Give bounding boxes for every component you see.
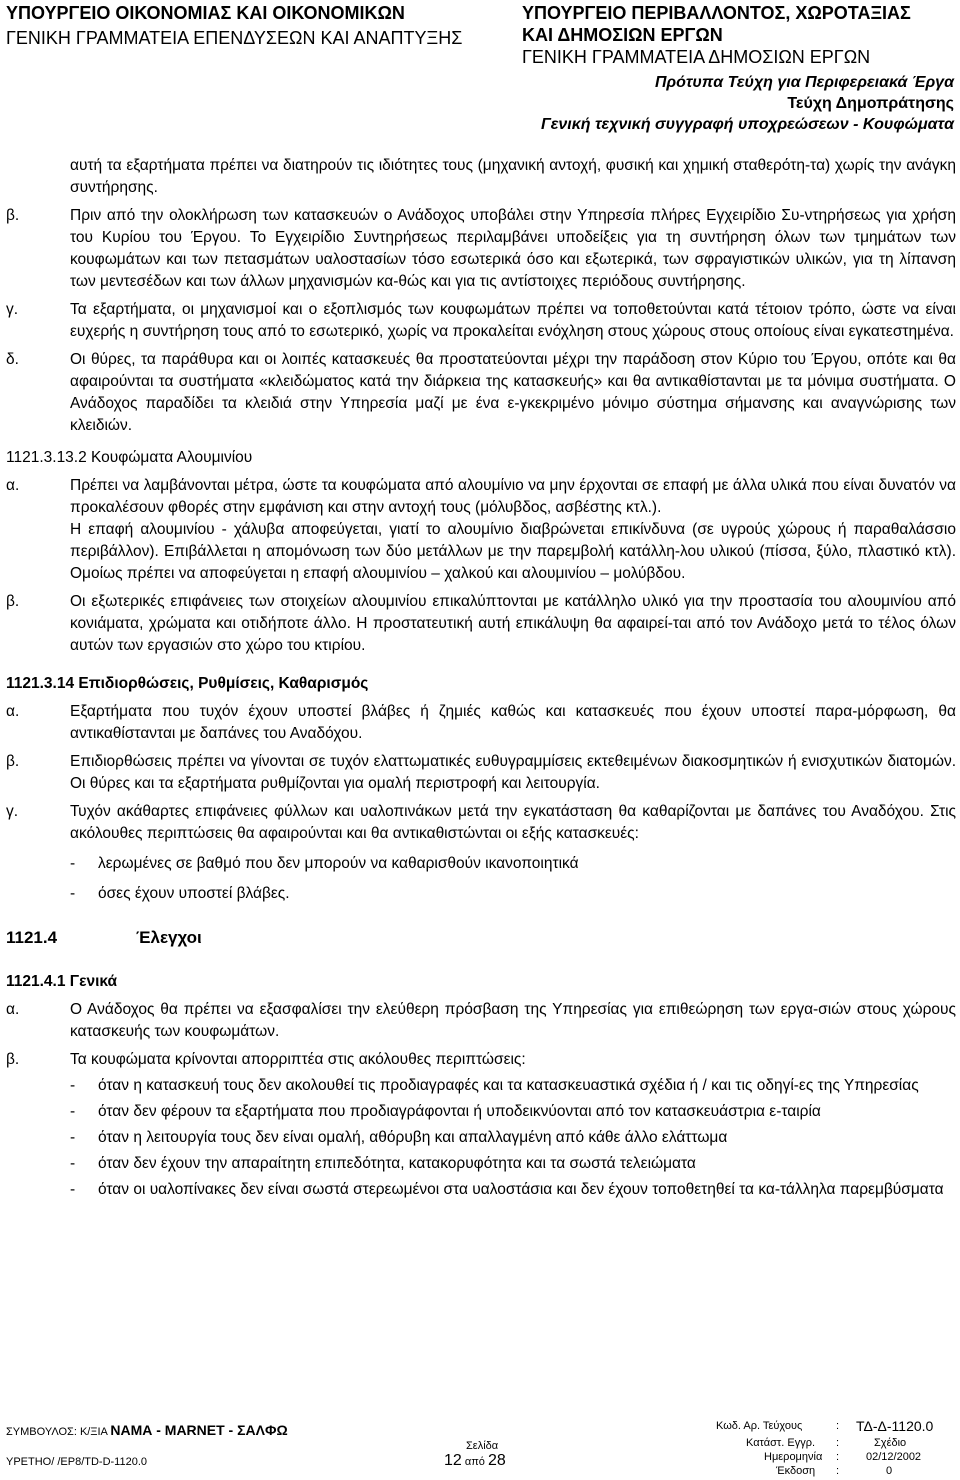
consultant-line <box>6 1422 288 1438</box>
general-item-a <box>6 999 956 1043</box>
edition-label: Έκδοση <box>776 1465 816 1477</box>
dash-bullet: - <box>70 855 76 872</box>
date-label: Ημερομηνία <box>764 1451 823 1463</box>
aluminium-item-a <box>6 475 956 519</box>
item-text: Τυχόν ακάθαρτες επιφάνειες φύλλων και υαλοπινάκων μετά την εγκατάσταση θα καθαρίζονται με δαπάνες του Αναδόχου. Στις ακόλουθες περιπτώσεις θα αφαιρούνται και θα αντικαθιστώνται οι εξής κατασκευές: <box>70 803 956 842</box>
dash-item <box>6 883 956 905</box>
page-of: από <box>464 1456 485 1468</box>
item-label: α. <box>6 1001 20 1018</box>
repairs-item-b <box>6 751 956 795</box>
dash-item <box>6 1127 956 1149</box>
item-label: β. <box>6 1051 20 1068</box>
repairs-item-c <box>6 801 956 845</box>
dash-text: όταν η λειτουργία τους δεν είναι ομαλή, αθόρυβη και απαλλαγμένη από κάθε άλλο ελάττωμα <box>98 1129 728 1146</box>
ministry-environment-subtitle: ΓΕΝΙΚΗ ΓΡΑΜΜΑΤΕΙΑ ΔΗΜΟΣΙΩΝ ΕΡΓΩΝ <box>522 47 871 67</box>
edition-value: 0 <box>886 1465 893 1477</box>
dash-bullet: - <box>70 1077 76 1094</box>
item-label: γ. <box>6 803 19 820</box>
page-number: 12 <box>444 1452 462 1469</box>
aluminium-item-b <box>6 591 956 657</box>
header-left <box>6 2 476 49</box>
section-heading-general: 1121.4.1 Γενικά <box>6 973 118 990</box>
general-item-b <box>6 1049 956 1071</box>
page-label: Σελίδα <box>466 1440 499 1452</box>
dash-item <box>6 1075 956 1097</box>
dash-text: όταν δεν φέρουν τα εξαρτήματα που προδιαγράφονται ή υποδεικνύονται από τον κατασκευάστρια ε-ταιρία <box>98 1103 821 1120</box>
colon: : <box>836 1437 840 1449</box>
consultant-label: ΣΥΜΒΟΥΛΟΣ: Κ/ΞΙΑ <box>6 1426 108 1438</box>
ministry-economy-subtitle: ΓΕΝΙΚΗ ΓΡΑΜΜΑΤΕΙΑ ΕΠΕΝΔΥΣΕΩΝ ΚΑΙ ΑΝΑΠΤΥΞΗΣ <box>6 28 463 48</box>
dash-bullet: - <box>70 1103 76 1120</box>
page-footer <box>6 1420 956 1480</box>
ministry-environment-title-2: ΚΑΙ ΔΗΜΟΣΙΩΝ ΕΡΓΩΝ <box>522 25 723 45</box>
section-number: 1121.4 <box>6 928 58 947</box>
item-text: Επιδιορθώσεις πρέπει να γίνονται σε τυχόν ελαττωματικές ευθυγραμμίσεις εκτεθειμένων διακοσμητικών ή ενισχυτικών διατομών. Οι θύρες και τα εξαρτήματα ρυθμίζονται για ομαλή περιστροφή και λειτουργία. <box>70 753 956 792</box>
item-text: Εξαρτήματα που τυχόν έχουν υποστεί βλάβες ή ζημιές καθώς και κατασκευές που έχουν υποστεί παρα-μόρφωση, θα αντικαθίστανται με δαπάνες του Αναδόχου. <box>70 703 956 742</box>
file-code: ΥΡΕΤΗΟ/ /ΕΡ8/TD-D-1120.0 <box>6 1456 148 1468</box>
item-b <box>6 205 956 293</box>
section-heading-repairs: 1121.3.14 Επιδιορθώσεις, Ρυθμίσεις, Καθαρισμός <box>6 675 369 692</box>
item-label: α. <box>6 477 20 494</box>
document-body <box>6 155 956 1201</box>
code-value: ΤΔ-Δ-1120.0 <box>856 1418 934 1434</box>
subtitle-line-3: Γενική τεχνική συγγραφή υποχρεώσεων - Κουφώματα <box>540 116 954 133</box>
colon: : <box>836 1451 840 1463</box>
consultant-name: ΝΑΜΑ - MARNET - ΣΑΛΦΩ <box>110 1422 288 1438</box>
item-label: β. <box>6 207 20 224</box>
dash-item <box>6 853 956 875</box>
dash-bullet: - <box>70 1129 76 1146</box>
ministry-economy-title: ΥΠΟΥΡΓΕΙΟ ΟΙΚΟΝΟΜΙΑΣ ΚΑΙ ΟΙΚΟΝΟΜΙΚΩΝ <box>6 3 405 23</box>
item-label: α. <box>6 703 20 720</box>
item-label: β. <box>6 753 20 770</box>
document-subtitle <box>541 72 954 135</box>
item-text: Πριν από την ολοκλήρωση των κατασκευών ο Ανάδοχος υποβάλει στην Υπηρεσία πλήρες Εγχειρίδιο Συ-ντηρήσεως για χρήση του Κυρίου του Έργου. Το Εγχειρίδιο Συντηρήσεως περιλαμβάνει υποδείξεις για τη συντήρηση όλων των τμημάτων των κουφωμάτων και των πετασμάτων υαλοστασίων τόσο εσωτερικά όσο και εξωτερικά, των σφραγιστικών υλικών, για τη λίπανση των μεντεσέδων και των άλλων μηχανισμών κα-θώς και για τις αντίστοιχες περιόδους συντήρησης. <box>70 207 956 290</box>
section-title: Έλεγχοι <box>136 928 202 947</box>
dash-bullet: - <box>70 1181 76 1198</box>
date-value: 02/12/2002 <box>866 1451 922 1463</box>
section-heading-inspections <box>6 927 956 949</box>
cat-label: Κατάστ. Εγγρ. <box>746 1437 816 1449</box>
item-d <box>6 349 956 437</box>
section-heading-aluminium: 1121.3.13.2 Κουφώματα Αλουμινίου <box>6 449 253 466</box>
dash-text: όταν η κατασκευή τους δεν ακολουθεί τις προδιαγραφές και τα κατασκευαστικά σχέδια ή / και τις οδηγί-ες της Υπηρεσίας <box>98 1077 919 1094</box>
dash-text: λερωμένες σε βαθμό που δεν μπορούν να καθαρισθούν ικανοποιητικά <box>98 855 579 872</box>
item-text: Οι θύρες, τα παράθυρα και οι λοιπές κατασκευές θα προστατεύονται μέχρι την παράδοση στον Κύριο του Έργου, οπότε και θα αφαιρούνται τα συστήματα «κλειδώματος κατά την διάρκεια της κατασκευής» και θα αντικαθίστανται με τα μόνιμα συστήματα. Ο Ανάδοχος παραδίδει τα κλειδιά στην Υπηρεσία μαζί με ένα ε-γκεκριμένο μόνιμο σύστημα σήμανσης και αναγνώρισης των κλειδιών. <box>70 351 956 434</box>
ministry-environment-title-1: ΥΠΟΥΡΓΕΙΟ ΠΕΡΙΒΑΛΛΟΝΤΟΣ, ΧΩΡΟΤΑΞΙΑΣ <box>522 3 911 23</box>
dash-bullet: - <box>70 1155 76 1172</box>
item-text: Πρέπει να λαμβάνονται μέτρα, ώστε τα κουφώματα από αλουμίνιο να μην έρχονται σε επαφή με άλλα υλικά που είναι δυνατόν να προκαλέσουν φθορές στην εμφάνιση και στην αντοχή τους (μόλυβδος, ασβέστης κτλ.). <box>70 477 956 516</box>
intro-paragraph: αυτή τα εξαρτήματα πρέπει να διατηρούν τις ιδιότητες τους (μηχανική αντοχή, φυσική και χημική σταθερότη-τα) χωρίς την ανάγκη συντήρησης. <box>70 157 956 196</box>
cat-value: Σχέδιο <box>874 1437 907 1449</box>
item-label: β. <box>6 593 20 610</box>
colon: : <box>836 1465 840 1477</box>
dash-text: όταν οι υαλοπίνακες δεν είναι σωστά στερεωμένοι στα υαλοστάσια και δεν έχουν τοποθετηθεί τα κα-τάλληλα παρεμβύσματα <box>98 1181 944 1198</box>
item-text: Τα κουφώματα κρίνονται απορριπτέα στις ακόλουθες περιπτώσεις: <box>70 1051 526 1068</box>
code-label: Κωδ. Αρ. Τεύχους <box>716 1420 803 1432</box>
dash-bullet: - <box>70 885 76 902</box>
item-text: Ο Ανάδοχος θα πρέπει να εξασφαλίσει την ελεύθερη πρόσβαση της Υπηρεσίας για επιθεώρηση των εργα-σιών στους χώρους κατασκευής των κουφωμάτων. <box>70 1001 956 1040</box>
dash-text: όταν δεν έχουν την απαραίτητη επιπεδότητα, κατακορυφότητα και τα σωστά τελειώματα <box>98 1155 696 1172</box>
aluminium-item-a-continued: Η επαφή αλουμινίου - χάλυβα αποφεύγεται, γιατί το αλουμίνιο διαβρώνεται επικίνδυνα (σε υγρούς χώρους ή παραθαλάσσιο περιβάλλον). Επιβάλλεται η απομόνωση των δύο μετάλλων με την παρεμβολή κατάλλη-λου υλικού (πίσσα, ξύλο, πλαστικό κτλ). Ομοίως πρέπει να αποφεύγεται η επαφή αλουμινίου – χαλκού και αλουμινίου – μολύβδου. <box>70 521 956 582</box>
header-right <box>522 2 958 68</box>
item-label: δ. <box>6 351 19 368</box>
page-header <box>0 0 960 132</box>
dash-item <box>6 1179 956 1201</box>
dash-item <box>6 1101 956 1123</box>
dash-item <box>6 1153 956 1175</box>
item-c <box>6 299 956 343</box>
page-counter <box>444 1452 506 1470</box>
repairs-item-a <box>6 701 956 745</box>
page-total: 28 <box>488 1452 506 1469</box>
item-text: Οι εξωτερικές επιφάνειες των στοιχείων αλουμινίου επικαλύπτονται με κατάλληλο υλικό για την προστασία του αλουμινίου από κονιάματα, χρώματα και οτιδήποτε άλλο. Η προστατευτική αυτή επικάλυψη θα αφαιρεί-ται από τον Ανάδοχο μετά το τέλος όλων αυτών των εργασιών στο χώρο του κτιρίου. <box>70 593 956 654</box>
dash-text: όσες έχουν υποστεί βλάβες. <box>98 885 290 902</box>
colon: : <box>836 1420 840 1432</box>
item-text: Τα εξαρτήματα, οι μηχανισμοί και ο εξοπλισμός των κουφωμάτων πρέπει να τοποθετούνται κατά τέτοιον τρόπο, ώστε να είναι ευχερής η συντήρηση τους από το εσωτερικό, χωρίς να προκαλείται ενόχληση στους χώρους στους οποίους είναι εγκατεστημένα. <box>70 301 956 340</box>
subtitle-line-1: Πρότυπα Τεύχη για Περιφερειακά Έργα <box>654 74 954 91</box>
subtitle-line-2: Τεύχη Δημοπράτησης <box>787 95 954 112</box>
item-label: γ. <box>6 301 19 318</box>
